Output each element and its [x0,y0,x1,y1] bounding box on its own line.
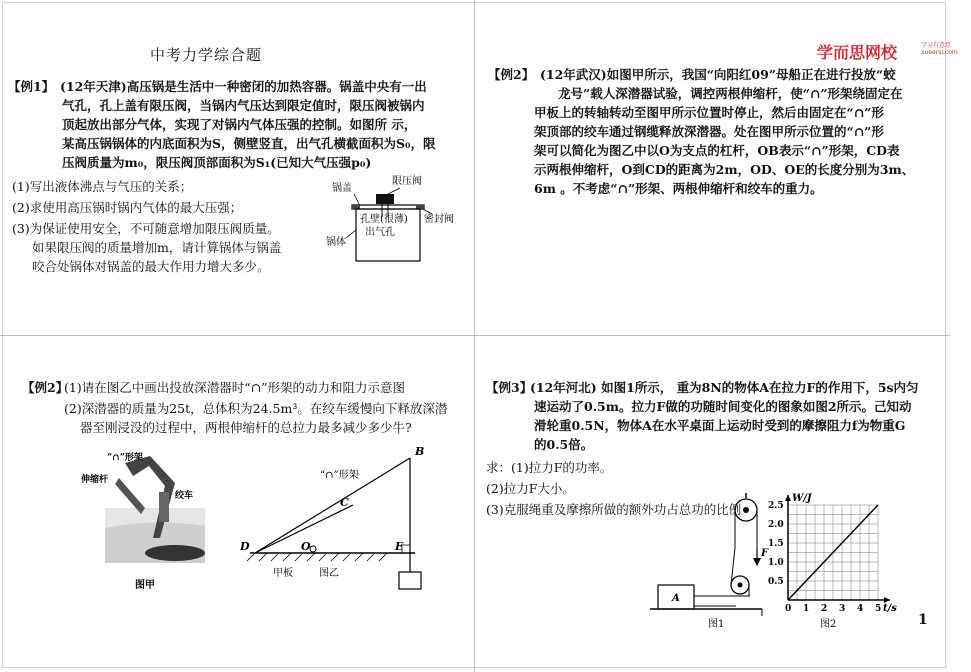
question-2: (2)求使用高压锅时锅内气体的最大压强； [12,200,243,215]
example-label: 【例3】 [486,380,533,395]
example-label: 【例2】 [488,67,535,82]
question-3: (3)为保证使用安全，不可随意增加限压阀质量。 [12,221,280,236]
ex3-text-line: 速运动了0.5m。拉力F做的功随时间变化的图象如图2所示。己知动 [534,399,912,414]
ex2-text-line: 架可以简化为图乙中以O为支点的杠杆，OB表示“∩”形架，CD表 [534,143,900,158]
label-valve: 限压阀 [392,176,422,187]
question-1: (1)写出液体沸点与气压的关系； [12,179,193,194]
x-tick-labels [785,604,881,614]
chart-caption: 图2 [820,619,837,630]
diagram-caption: 图乙 [319,568,339,579]
page-number: 1 [918,612,928,628]
ex1-text-line: 气孔，孔上盖有限压阀，当锅内气压达到限定值时，限压阀被锅内 [62,98,425,113]
question-3-line: 咬合处锅体对锅盖的最大作用力增大多少。 [32,259,270,274]
load-box [399,572,421,589]
y-tick-label: 0.5 [768,577,784,587]
ex1-text-line: 压阀质量为m₀，限压阀顶部面积为S₁(已知大气压强p₀) [62,155,372,170]
label-frame: “∩”形架 [320,470,359,481]
label-deck: 甲板 [273,568,293,579]
ship-photo-figure [75,448,220,598]
pulley-figure [650,488,775,630]
y-tick-label: 2.5 [768,501,784,511]
brand-logo: 学而思网校 学习有意思 xueersi.com [817,40,897,63]
label-lid: 锅盖 [332,183,352,194]
photo-caption: 图甲 [135,580,155,591]
ex3-text-line: 的0.5倍。 [534,437,594,452]
example-label: 【例2】 [22,380,69,395]
x-axis-label: t/s [883,603,897,614]
ex2-question-2: (2)深潜器的质量为25t，总体积为24.5m³。在绞车缓慢向下释放深潜 [64,401,448,416]
point-O: O [301,540,311,553]
ex2-text-line: (12年武汉)如图甲所示，我国“向阳红09”母船正在进行投放“蛟 [540,67,896,82]
point-B: B [415,445,425,458]
x-tick-label: 5 [875,604,882,614]
x-tick-label: 1 [803,604,810,614]
valve-block [376,194,394,204]
ex2-text-line: 6m 。不考虑“∩”形架、两根伸缩杆和绞车的重力。 [534,181,823,196]
label-A: A [672,593,680,604]
ex2-text-line: 架顶部的绞车通过钢缆释放深潜器。处在图甲所示位置的“∩”形 [534,124,884,139]
ex1-text-line: 顶起放出部分气体，实现了对锅内气体压强的控制。如图所 示， [62,117,417,132]
x-tick-label: 3 [839,604,846,614]
ex3-text-line: (12年河北) 如图1所示， 重为8N的物体A在拉力F的作用下，5s内匀 [530,380,919,395]
lever-diagram [235,440,435,600]
x-tick-label: 2 [821,604,828,614]
ex2-text-line: 示两根伸缩杆，O到CD的距离为2m，OD、OE的长度分别为3m、 [534,162,915,177]
x-tick-label: 0 [785,604,792,614]
ex2-text-line: 甲板上的转轴转动至图甲所示位置时停止，然后由固定在“∩”形 [534,105,884,120]
pressure-cooker-figure [320,172,470,272]
ex3-question-2: (2)拉力F大小。 [486,481,575,496]
ex2-text-line: 龙号”载人深潜器试验，调控两根伸缩杆，使“∩”形架绕固定在 [558,86,903,101]
label-winch: 绞车 [175,491,194,501]
brand-subtitle: 学习有意思 xueersi.com [921,42,958,56]
horizontal-divider [0,335,950,336]
ex2-question-1: (1)请在图乙中画出投放深潜器时“∩”形架的动力和阻力示意图 [64,380,405,395]
label-vent: 出气孔 [365,227,395,238]
y-axis-label: W/J [792,493,812,504]
point-C: C [340,496,349,509]
work-time-chart [762,488,912,630]
label-body: 锅体 [326,237,346,248]
y-tick-labels [768,501,784,587]
y-tick-label: 2.0 [768,520,784,530]
fig1-caption: 图1 [708,619,725,630]
y-axis-arrow [785,495,791,501]
label-frame: “∩”形架 [107,453,143,463]
ex1-text-line: (12年天津)高压锅是生活中一种密闭的加热容器。锅盖中央有一出 [60,79,427,94]
label-F: F [761,548,769,559]
x-tick-label: 4 [857,604,864,614]
point-D: D [240,540,250,553]
point-E: E [395,540,404,553]
example-label: 【例1】 [8,79,55,94]
vertical-divider [474,0,475,672]
ex1-text-line: 某高压锅锅体的内底面积为S，侧壁竖直，出气孔横截面积为S₀，限 [62,136,436,151]
question-3-line: 如果限压阀的质量增加m，请计算锅体与锅盖 [32,240,282,255]
y-tick-label: 1.0 [768,558,784,568]
submersible [145,545,205,561]
page-title: 中考力学综合题 [150,46,263,64]
ex3-question-3: (3)克服绳重及摩擦所做的额外功占总功的比例 [486,502,742,517]
label-wall: 孔壁(很薄) [360,214,408,225]
label-rod: 伸缩杆 [81,475,109,485]
y-tick-label: 1.5 [768,539,784,549]
ex3-question-1: 求：(1)拉力F的功率。 [486,460,613,475]
label-seal: 密封阀 [424,214,454,225]
ex2-question-2-line: 器至刚浸没的过程中，两根伸缩杆的总拉力最多减少多少牛? [80,420,412,435]
ex3-text-line: 滑轮重0.5N，物体A在水平桌面上运动时受到的摩擦阻力f为物重G [534,418,906,433]
